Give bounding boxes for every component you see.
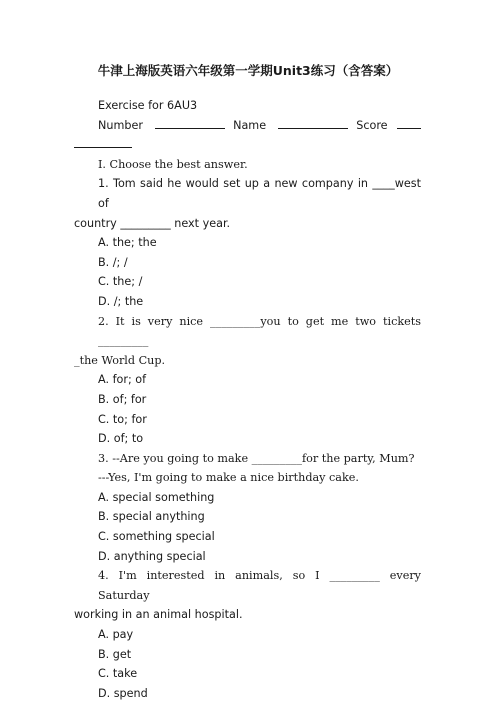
- score-blank: [397, 116, 421, 129]
- question-4-option-b: B. get: [98, 647, 132, 661]
- section-heading: I. Choose the best answer.: [98, 157, 248, 171]
- question-3-stem-line-1: 3. --Are you going to make _________for the party, Mum?: [98, 451, 415, 465]
- question-1-stem-line-2: country _________ next year.: [74, 216, 231, 230]
- question-1-option-c: C. the; /: [98, 275, 143, 289]
- question-1-option-b: B. /; /: [98, 255, 128, 269]
- document-body: [74, 96, 421, 703]
- number-label: Number: [98, 118, 143, 132]
- question-4-option-d: D. spend: [98, 686, 148, 700]
- score-blank-continuation: [74, 135, 132, 148]
- question-4-stem-line-1: 4. I'm interested in animals, so I _________ every Saturday: [98, 569, 421, 602]
- number-blank: [155, 116, 225, 129]
- question-1-option-a: A. the; the: [98, 236, 157, 250]
- exercise-label: Exercise for 6AU3: [98, 99, 198, 112]
- question-2-stem-line-2: _the World Cup.: [74, 353, 166, 367]
- question-4-option-c: C. take: [98, 667, 138, 681]
- name-label: Name: [233, 118, 267, 132]
- question-4-option-a: A. pay: [98, 628, 134, 642]
- header-fields-continuation: [74, 135, 421, 155]
- header-fields-line: [74, 116, 421, 136]
- question-3-option-d: D. anything special: [98, 549, 206, 563]
- name-blank: [278, 116, 348, 129]
- question-2-option-c: C. to; for: [98, 412, 147, 426]
- question-3-option-a: A. special something: [98, 490, 215, 504]
- question-1-stem-line-1: 1. Tom said he would set up a new company in ____west of: [98, 177, 421, 210]
- question-2-option-a: A. for; of: [98, 373, 147, 387]
- question-1-option-d: D. /; the: [98, 294, 144, 308]
- question-4-stem-line-2: working in an animal hospital.: [74, 608, 243, 622]
- question-3-option-c: C. something special: [98, 530, 215, 544]
- question-2-option-d: D. of; to: [98, 432, 144, 446]
- question-2-stem-line-1: 2. It is very nice _________you to get me two tickets _________: [98, 314, 421, 348]
- question-2-option-b: B. of; for: [98, 392, 147, 406]
- score-label: Score: [356, 118, 388, 132]
- question-3-option-b: B. special anything: [98, 510, 205, 524]
- document-title: 牛津上海版英语六年级第一学期Unit3练习（含答案）: [97, 63, 399, 78]
- question-3-stem-line-2: ---Yes, I'm going to make a nice birthday cake.: [98, 471, 359, 485]
